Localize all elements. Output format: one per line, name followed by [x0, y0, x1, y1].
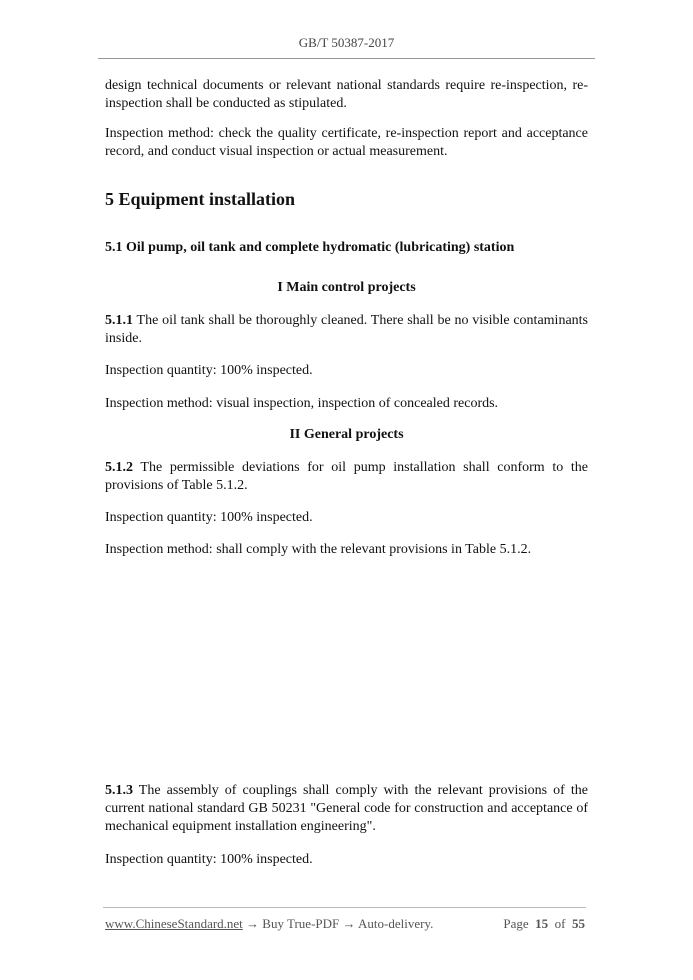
clause-number: 5.1.3: [105, 783, 133, 798]
clause-text: The oil tank shall be thoroughly cleaned. There shall be no visible contaminants inside.: [105, 313, 588, 346]
clause-number: 5.1.2: [105, 460, 133, 475]
document-id-header: GB/T 50387-2017: [298, 35, 395, 50]
inspection-quantity: Inspection quantity: 100% inspected.: [105, 363, 313, 378]
inspection-method: Inspection method: shall comply with the relevant provisions in Table 5.1.2.: [105, 542, 532, 557]
subsection-heading: 5.1 Oil pump, oil tank and complete hydromatic (lubricating) station: [105, 240, 515, 255]
clause-text: The permissible deviations for oil pump installation shall conform to the provisions of Table 5.1.2.: [105, 460, 588, 493]
section-heading: 5 Equipment installation: [105, 189, 296, 209]
clause-5-1-3: [105, 782, 588, 836]
page-label: Page: [503, 916, 529, 931]
clause-text: The assembly of couplings shall comply with the relevant provisions of the current national standard GB 50231 "General code for construction and acceptance of mechanical equipment installation engineering".: [105, 783, 588, 834]
inspection-quantity: Inspection quantity: 100% inspected.: [105, 852, 313, 867]
group-heading-general: II General projects: [289, 427, 404, 442]
footer-divider: [103, 907, 586, 908]
promo-text: → Buy True-PDF → Auto-delivery.: [242, 916, 434, 931]
inspection-method: Inspection method: visual inspection, inspection of concealed records.: [105, 396, 499, 411]
clause-number: 5.1.1: [105, 313, 133, 328]
total-pages: 55: [572, 916, 585, 931]
clause-5-1-1: [105, 312, 588, 348]
clause-5-1-2: [105, 459, 588, 495]
inspection-quantity: Inspection quantity: 100% inspected.: [105, 510, 313, 525]
page-number: [503, 916, 585, 932]
website-link[interactable]: www.ChineseStandard.net: [105, 916, 243, 931]
header-divider: [98, 58, 595, 59]
of-label: of: [554, 916, 566, 931]
paragraph: Inspection method: check the quality certificate, re-inspection report and acceptance record, and conduct visual inspection or actual measurement.: [105, 126, 588, 159]
group-heading-main-control: I Main control projects: [277, 280, 416, 295]
footer-promo: [105, 916, 433, 932]
current-page: 15: [535, 916, 549, 931]
paragraph: design technical documents or relevant national standards require re-inspection, re-inspection shall be conducted as stipulated.: [105, 78, 588, 111]
